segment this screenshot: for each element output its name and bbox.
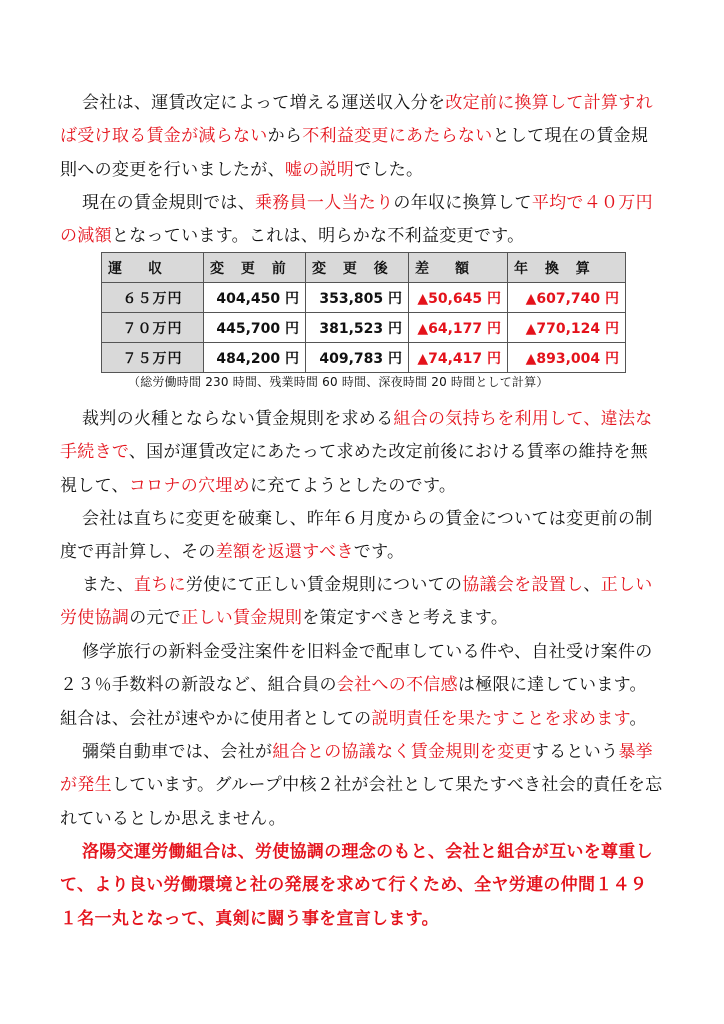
- table-footnote: （総労働時間 230 時間、残業時間 60 時間、深夜時間 20 時間として計算）: [128, 375, 549, 389]
- body-text: 労使にて正しい賃金規則についての: [185, 575, 463, 595]
- paragraph-yasaka-incident: [60, 736, 664, 836]
- cell-difference: ▲50,645 円: [409, 283, 508, 313]
- body-text: の年収に換算して: [393, 193, 532, 213]
- highlighted-text: 説明責任を果たすことを求めます: [371, 708, 630, 729]
- highlighted-text: 改定前に換算して計算すれば受け取る賃金が減らない: [60, 93, 653, 147]
- highlighted-text: 組合との協議なく賃金規則を変更: [272, 742, 532, 762]
- paragraph-fare-revision: [60, 87, 664, 187]
- body-text: に充てようとしたのです。: [249, 475, 457, 496]
- cell-before: 445,700 円: [204, 313, 306, 343]
- col-header-before: 変 更 前: [204, 253, 306, 283]
- paragraph-council-setup: [60, 569, 664, 636]
- body-text: また、: [82, 575, 134, 595]
- highlighted-text: 会社への不信感: [336, 675, 458, 696]
- highlighted-text: 洛陽交運労働組合は、労使協調の理念のもと、会社と組合が互いを尊重して、より良い労働環境と社の発展を求めて行くため、全ヤ労連の仲間１４９１名一丸となって、真剣に闘う事を宣言します。: [60, 842, 653, 929]
- body-text: 修学旅行の新料金受注案件を旧料金で配車している件や、自社受け案件の２３％手数料の新設など、組合員の: [60, 642, 653, 696]
- body-text: 現在の賃金規則では、: [82, 193, 255, 213]
- highlighted-text: 不利益変更にあたらない: [302, 126, 493, 147]
- cell-difference: ▲64,177 円: [409, 313, 508, 343]
- highlighted-text: 平均で４０万円の減額: [60, 193, 653, 247]
- body-text: の元で: [129, 608, 182, 629]
- body-text: 彌榮自動車では、会社が: [82, 742, 273, 762]
- body-text: 会社は直ちに変更を破棄し、昨年６月度からの賃金については変更前の制度で再計算し、その: [60, 509, 653, 563]
- paragraph-declaration: [60, 836, 664, 936]
- col-header-revenue: 運 収: [102, 253, 204, 283]
- body-text: 裁判の火種とならない賃金規則を求める: [82, 409, 394, 429]
- table-header-row: [102, 253, 626, 283]
- cell-difference: ▲74,417 円: [409, 343, 508, 373]
- highlighted-text: 正しい賃金規則: [181, 608, 303, 629]
- highlighted-text: 暴挙が発生: [60, 742, 653, 796]
- body-text: です。: [353, 542, 405, 563]
- col-header-difference: 差 額: [409, 253, 508, 283]
- row-label: ６５万円: [102, 283, 204, 313]
- table-row: [102, 313, 626, 343]
- cell-after: 353,805 円: [306, 283, 409, 313]
- paragraph-annual-reduction: [60, 187, 664, 254]
- cell-annual: ▲893,004 円: [508, 343, 626, 373]
- body-text: でした。: [354, 159, 424, 180]
- col-header-annual: 年 換 算: [508, 253, 626, 283]
- highlighted-text: 乗務員一人当たり: [255, 193, 394, 213]
- paragraph-refund-difference: [60, 503, 664, 570]
- highlighted-text: 直ちに: [133, 575, 186, 595]
- table-row: [102, 283, 626, 313]
- highlighted-text: 正しい労使協調: [60, 575, 653, 629]
- body-text: するという: [531, 742, 619, 762]
- row-label: ７５万円: [102, 343, 204, 373]
- body-text: として現在の賃金規則への変更を行いましたが、: [60, 126, 649, 180]
- table-row: [102, 343, 626, 373]
- body-text: 。: [629, 708, 647, 729]
- body-text: から: [267, 126, 303, 147]
- highlighted-text: 差額を返還すべき: [215, 542, 354, 563]
- highlighted-text: コロナの穴埋め: [128, 475, 250, 496]
- row-label: ７０万円: [102, 313, 204, 343]
- cell-annual: ▲770,124 円: [508, 313, 626, 343]
- highlighted-text: 組合の気持ちを利用して、違法な手続きで: [60, 409, 653, 463]
- body-text: は極限に達しています。組合は、会社が速やかに使用者としての: [60, 675, 647, 729]
- body-text: となっています。これは、明らかな不利益変更です。: [111, 226, 525, 247]
- wage-comparison-table: [101, 252, 626, 373]
- body-text: しています。グループ中核２社が会社として果たすべき社会的責任を忘れているとしか思えません。: [60, 775, 663, 829]
- col-header-after: 変 更 後: [306, 253, 409, 283]
- body-text: 、国が運賃改定にあたって求めた改定前後における賃率の維持を無視して、: [60, 442, 648, 496]
- cell-before: 484,200 円: [204, 343, 306, 373]
- paragraph-distrust: [60, 636, 664, 736]
- cell-before: 404,450 円: [204, 283, 306, 313]
- highlighted-text: 嘘の説明: [284, 159, 355, 180]
- wage-comparison-table-wrap: [101, 252, 625, 373]
- body-text: 、: [583, 575, 601, 595]
- cell-annual: ▲607,740 円: [508, 283, 626, 313]
- cell-after: 381,523 円: [306, 313, 409, 343]
- cell-after: 409,783 円: [306, 343, 409, 373]
- highlighted-text: 協議会を設置し: [462, 575, 584, 595]
- paragraph-illegal-procedure: [60, 403, 664, 503]
- body-text: 会社は、運賃改定によって増える運送収入分を: [82, 93, 446, 113]
- body-text: を策定すべきと考えます。: [302, 608, 509, 629]
